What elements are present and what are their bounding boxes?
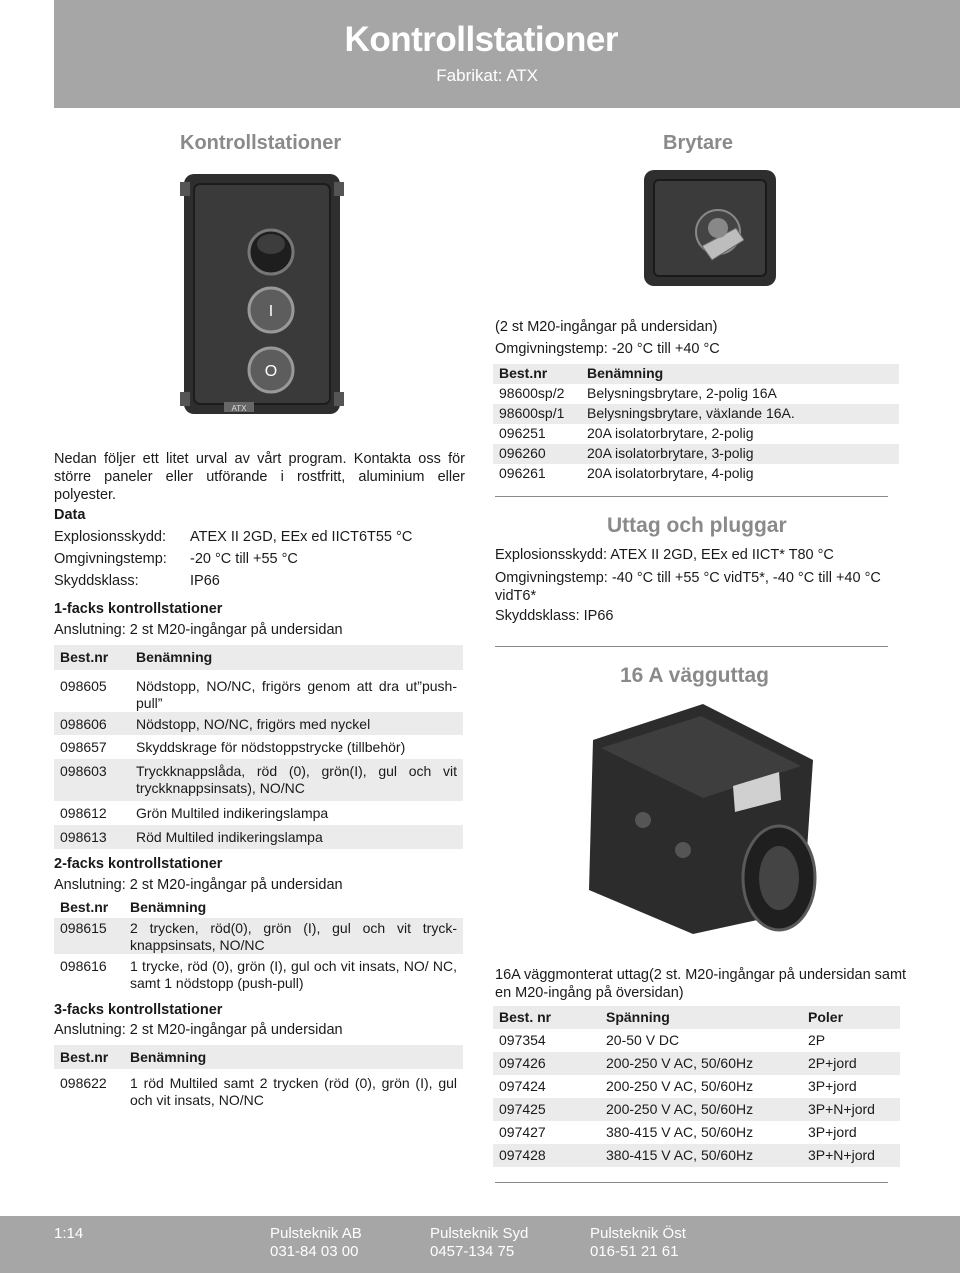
cell-poles: 3P+jord — [808, 1078, 857, 1094]
table-header — [54, 645, 463, 670]
cell-nr: 098615 — [60, 920, 107, 936]
table-header — [54, 898, 463, 918]
data-value: ATEX II 2GD, EEx ed IICT6T55 °C — [190, 529, 413, 545]
table-header — [493, 1006, 900, 1029]
button-i-label: I — [268, 303, 274, 320]
cell-nr: 096261 — [499, 465, 546, 481]
data-label: Omgivningstemp: — [54, 551, 167, 567]
vagg-title: 16 A vägguttag — [620, 664, 769, 687]
cell-name: 1 trycke, röd (0), grön (I), gul och vit insats, NO/ NC, samt 1 nödstopp (push-pull) — [130, 958, 457, 991]
office-phone: 016-51 21 61 — [590, 1243, 679, 1260]
col-poles: Poler — [808, 1009, 844, 1025]
page-subtitle: Fabrikat: ATX — [436, 66, 538, 85]
group2-connection: Anslutning: 2 st M20-ingångar på undersidan — [54, 877, 343, 893]
uttag-title: Uttag och pluggar — [607, 514, 787, 537]
table-row — [493, 1121, 900, 1144]
cell-nr: 096260 — [499, 445, 546, 461]
switch-photo — [640, 166, 780, 290]
col-nr: Best.nr — [60, 649, 109, 665]
brytare-line2: Omgivningstemp: -20 °C till +40 °C — [495, 341, 720, 357]
table-row — [493, 1075, 900, 1098]
table-row — [54, 954, 463, 992]
cell-poles: 3P+jord — [808, 1124, 857, 1140]
table-row — [493, 384, 899, 404]
cell-nr: 098603 — [60, 763, 107, 779]
divider — [495, 646, 888, 647]
table-row — [54, 735, 463, 759]
intro-text: Nedan följer ett litet urval av vårt program. Kontakta oss för större paneler eller utförande i rostfritt, aluminium eller polyester. — [54, 451, 465, 503]
button-o-label: O — [264, 363, 278, 380]
data-heading: Data — [54, 507, 86, 523]
cell-nr: 097428 — [499, 1147, 546, 1163]
cell-poles: 3P+N+jord — [808, 1147, 875, 1163]
table-row — [493, 444, 899, 464]
col-nr: Best.nr — [499, 365, 548, 381]
left-section-title: Kontrollstationer — [180, 132, 342, 154]
cell-name: 1 röd Multiled samt 2 trycken (röd (0), grön (I), gul och vit insats, NO/NC — [130, 1075, 457, 1108]
cell-nr: 098613 — [60, 829, 107, 845]
cell-voltage: 380-415 V AC, 50/60Hz — [606, 1147, 754, 1163]
divider — [495, 496, 888, 497]
page-title: Kontrollstationer — [344, 20, 618, 59]
brytare-line1: (2 st M20-ingångar på undersidan) — [495, 319, 718, 335]
office-phone: 0457-134 75 — [430, 1243, 515, 1260]
col-name: Benämning — [587, 365, 664, 381]
cell-nr: 98600sp/1 — [499, 405, 565, 421]
table-row — [54, 759, 463, 801]
table-row — [54, 918, 463, 954]
cell-poles: 2P+jord — [808, 1055, 857, 1071]
cell-nr: 097354 — [499, 1032, 546, 1048]
right-section-title: Brytare — [663, 132, 734, 154]
uttag-line: Omgivningstemp: -40 °C till +55 °C vidT5*, -40 °C till +40 °C vidT6* — [495, 570, 881, 604]
cell-nr: 98600sp/2 — [499, 385, 565, 401]
cell-nr: 096251 — [499, 425, 546, 441]
table-row — [493, 464, 899, 484]
office-name: Pulsteknik AB — [270, 1225, 362, 1242]
brytare-table — [493, 364, 899, 484]
cell-nr: 097427 — [499, 1124, 546, 1140]
cell-name: 20A isolatorbrytare, 2-polig — [587, 425, 754, 441]
cell-nr: 097426 — [499, 1055, 546, 1071]
cell-poles: 2P — [808, 1032, 826, 1048]
data-label: Skyddsklass: — [54, 573, 139, 589]
table-row — [493, 424, 899, 444]
cell-voltage: 20-50 V DC — [606, 1032, 680, 1048]
page-number: 1:14 — [54, 1225, 84, 1242]
cell-name: Skyddskrage för nödstoppstrycke (tillbehör) — [136, 739, 406, 755]
data-value: -20 °C till +55 °C — [190, 551, 298, 567]
cell-name: Nödstopp, NO/NC, frigörs genom att dra ut”push-pull” — [136, 678, 457, 711]
cell-nr: 098606 — [60, 716, 107, 732]
cell-name: 20A isolatorbrytare, 4-polig — [587, 465, 754, 481]
wall-socket-photo — [583, 700, 823, 936]
cell-voltage: 380-415 V AC, 50/60Hz — [606, 1124, 754, 1140]
cell-nr: 098616 — [60, 958, 107, 974]
table-row — [493, 1052, 900, 1075]
group3-connection: Anslutning: 2 st M20-ingångar på undersidan — [54, 1022, 343, 1038]
col-nr: Best. nr — [499, 1009, 552, 1025]
col-nr: Best.nr — [60, 899, 109, 915]
col-name: Benämning — [130, 1049, 207, 1065]
table-row — [54, 825, 463, 849]
data-list — [54, 528, 465, 594]
office-name: Pulsteknik Öst — [590, 1225, 686, 1242]
col-voltage: Spänning — [606, 1009, 670, 1025]
table-header — [54, 1045, 463, 1069]
data-value: IP66 — [190, 573, 220, 589]
col-nr: Best.nr — [60, 1049, 109, 1065]
table-row — [54, 801, 463, 825]
cell-name: 2 trycken, röd(0), grön (I), gul och vit tryck-knappsinsats, NO/NC — [130, 920, 457, 953]
cell-name: Belysningsbrytare, växlande 16A. — [587, 405, 795, 421]
office-name: Pulsteknik Syd — [430, 1225, 529, 1242]
cell-nr: 098657 — [60, 739, 107, 755]
cell-name: Grön Multiled indikeringslampa — [136, 805, 329, 821]
cell-voltage: 200-250 V AC, 50/60Hz — [606, 1101, 754, 1117]
group2-heading: 2-facks kontrollstationer — [54, 856, 223, 872]
group2-table — [54, 898, 463, 992]
cell-name: 20A isolatorbrytare, 3-polig — [587, 445, 754, 461]
cell-nr: 097424 — [499, 1078, 546, 1094]
group1-connection: Anslutning: 2 st M20-ingångar på undersidan — [54, 622, 343, 638]
table-row — [493, 1098, 900, 1121]
cell-voltage: 200-250 V AC, 50/60Hz — [606, 1078, 754, 1094]
group1-table — [54, 645, 463, 849]
table-row — [493, 404, 899, 424]
vagg-table — [493, 1006, 900, 1167]
cell-nr: 097425 — [499, 1101, 546, 1117]
col-name: Benämning — [130, 899, 207, 915]
office-phone: 031-84 03 00 — [270, 1243, 359, 1260]
table-row — [54, 670, 463, 712]
group3-table — [54, 1045, 463, 1109]
data-row — [54, 572, 465, 594]
table-row — [493, 1029, 900, 1052]
page-header — [54, 0, 960, 108]
vagg-description: 16A väggmonterat uttag(2 st. M20-ingångar på undersidan samt en M20-ingång på översidan) — [495, 967, 907, 1001]
page-footer — [0, 1216, 960, 1273]
data-row — [54, 550, 465, 572]
cell-poles: 3P+N+jord — [808, 1101, 875, 1117]
divider — [495, 1182, 888, 1183]
data-row — [54, 528, 465, 550]
table-header — [493, 364, 899, 384]
cell-name: Röd Multiled indikeringslampa — [136, 829, 323, 845]
group1-heading: 1-facks kontrollstationer — [54, 601, 223, 617]
col-name: Benämning — [136, 649, 213, 665]
cell-nr: 098622 — [60, 1075, 107, 1091]
cell-name: Nödstopp, NO/NC, frigörs med nyckel — [136, 716, 371, 732]
cell-nr: 098612 — [60, 805, 107, 821]
cell-name: Belysningsbrytare, 2-polig 16A — [587, 385, 777, 401]
control-station-photo — [180, 170, 344, 418]
group3-heading: 3-facks kontrollstationer — [54, 1002, 223, 1018]
cell-name: Tryckknappslåda, röd (0), grön(I), gul och vit tryckknappsinsats), NO/NC — [136, 763, 457, 796]
table-row — [54, 712, 463, 735]
uttag-line: Skyddsklass: IP66 — [495, 608, 614, 624]
cell-voltage: 200-250 V AC, 50/60Hz — [606, 1055, 754, 1071]
table-row — [493, 1144, 900, 1167]
data-label: Explosionsskydd: — [54, 529, 167, 545]
table-row — [54, 1069, 463, 1109]
brand-label: ATX — [231, 404, 247, 413]
uttag-line: Explosionsskydd: ATEX II 2GD, EEx ed IICT* T80 °C — [495, 547, 834, 563]
cell-nr: 098605 — [60, 678, 107, 694]
